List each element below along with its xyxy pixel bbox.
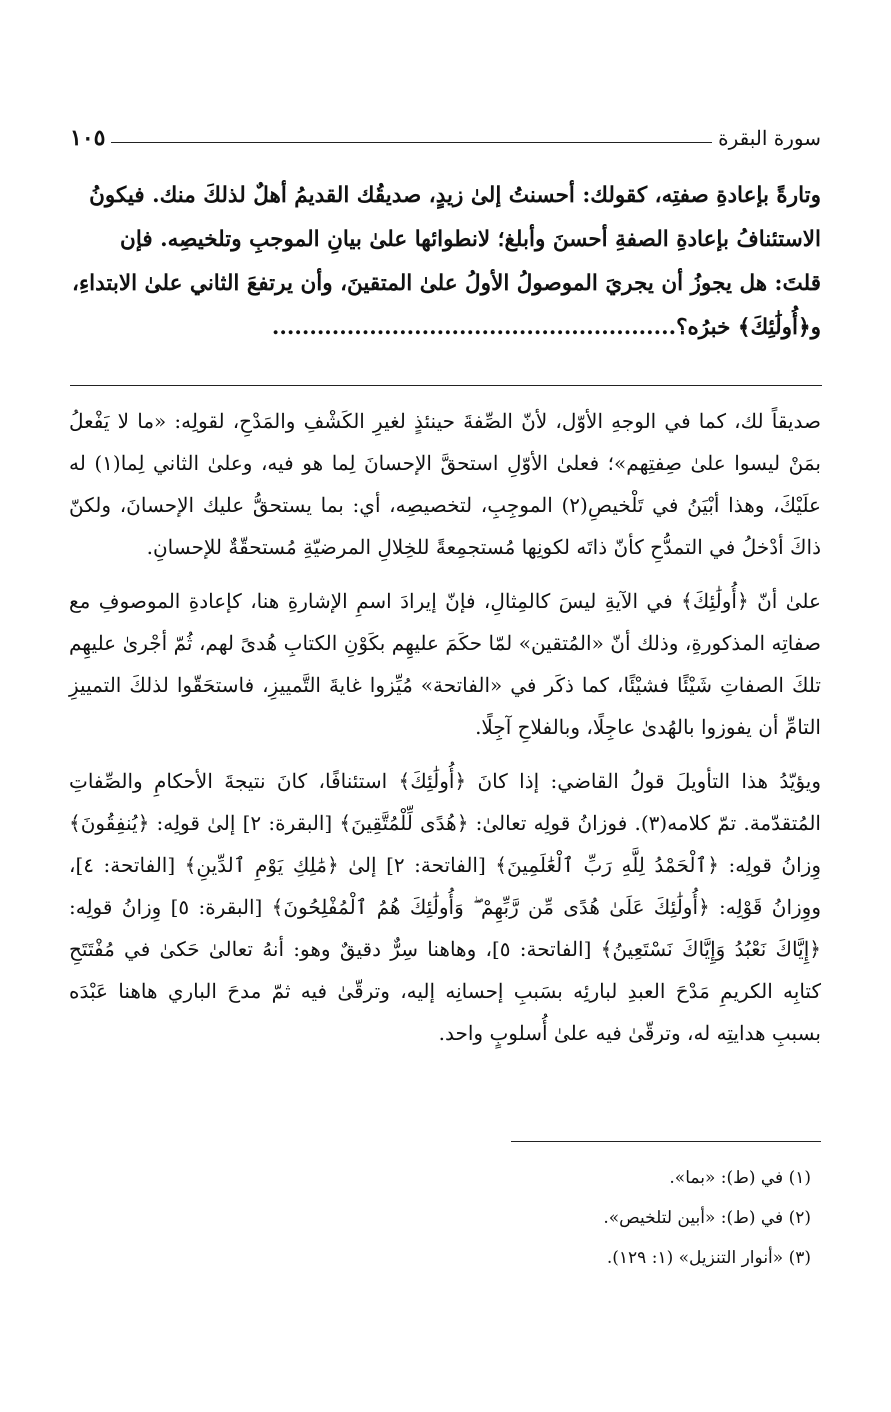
footnote-divider [511,1141,821,1142]
surah-title: سورة البقرة [718,126,821,150]
main-text-divider [70,385,822,386]
main-text-line: قلتَ: هل يجوزُ أن يجريَ الموصولُ الأولُ علىٰ المتقينَ، وأن يرتفعَ الثاني علىٰ الابتداءِ، [72,271,821,296]
footnote-item: (٣) «أنوار التنزيل» (١: ١٢٩). [606,1248,811,1268]
commentary-paragraph: ويؤيّدُ هذا التأويلَ قولُ القاضي: إذا كانَ ﴿أُولَٰئِكَ﴾ استئنافًا، كانَ نتيجةَ الأحكامِ والصِّفاتِ المُتقدّمة. تمّ كلامه(٣). فوزانُ قولِه تعالىٰ: ﴿هُدًى لِّلْمُتَّقِينَ﴾ [البقرة: ٢] إلىٰ قولِه: ﴿يُنفِقُونَ﴾ وِزانُ قولِه: ﴿ٱلْحَمْدُ لِلَّهِ رَبِّ ٱلْعَٰلَمِينَ﴾ [الفاتحة: ٢] إلىٰ ﴿مَٰلِكِ يَوْمِ ٱلدِّينِ﴾ [الفاتحة: ٤]، ووِزانُ قَوْلِه: ﴿أُولَٰئِكَ عَلَىٰ هُدًى مِّن رَّبِّهِمْ ۖ وَأُولَٰئِكَ هُمُ ٱلْمُفْلِحُونَ﴾ [البقرة: ٥] وِزانُ قولِه: ﴿إِيَّاكَ نَعْبُدُ وَإِيَّاكَ نَسْتَعِينُ﴾ [الفاتحة: ٥]، وهاهنا سِرٌّ دقيقٌ وهو: أنهُ تعالىٰ حَكىٰ في مُفْتَتَحِ كتابِه الكريمِ مَدْحَ العبدِ لبارئِه بسَببِ إحسانِه إليه، وترقّىٰ فيه ثمّ مدحَ الباري هاهنا عَبْدَه بسببِ هدايتِه له، وترقّىٰ فيه علىٰ أُسلوبٍ واحد. [69,769,821,1045]
commentary [69,400,821,1066]
commentary-paragraph: علىٰ أنّ ﴿أُولَٰئِكَ﴾ في الآيةِ ليسَ كالمِثالِ، فإنّ إيرادَ اسمِ الإشارةِ هنا، كإعادةِ الموصوفِ مع صفاتِه المذكورةِ، وذلك أنّ «المُتقين» لمّا حكَمَ عليهِم بكَوْنِ الكتابِ هُدىً لهم، ثُمّ أجْرىٰ عليهِم تلكَ الصفاتِ شَيْئًا فشيْئًا، كما ذكَر في «الفاتحة» مُيِّزوا غايةَ التَّمييزِ، فاستحَقّوا لذلكَ التمييزِ التامِّ أن يفوزوا بالهُدىٰ عاجِلًا، وبالفلاحِ آجِلًا. [69,589,821,739]
running-header [70,112,821,152]
footnotes [71,1158,811,1278]
main-text-line: و﴿أُولَٰئِكَ﴾ خبرُه؟...................................................... [271,315,821,340]
page-number: ١٠٥ [70,125,106,151]
footnote-item: (١) في (ط): «بما». [669,1168,811,1188]
footnote-item: (٢) في (ط): «أبين لتلخيص». [603,1208,811,1228]
main-text [69,174,821,350]
main-text-line: وتارةً بإعادةِ صفتِه، كقولك: أحسنتُ إلىٰ زيدٍ، صديقُك القديمُ أهلٌ لذلكَ منك. فيكونُ [89,183,821,208]
main-text-line: الاستئنافُ بإعادةِ الصفةِ أحسنَ وأبلغ؛ لانطوائها علىٰ بيانِ الموجبِ وتلخيصِه. فإن [120,227,821,252]
commentary-paragraph: صديقاً لك، كما في الوجهِ الأوّل، لأنّ الصِّفةَ حينئذٍ لغيرِ الكَشْفِ والمَدْحِ، لقولِه: «ما لا يَفْعلُ بمَنْ ليسوا علىٰ صِفتِهم»؛ فعلىٰ الأوّلِ استحقَّ الإحسانَ لِما هو فيه، وعلىٰ الثاني لِما(١) له علَيْكَ، وهذا أبْيَنُ في تَلْخيصِ(٢) الموجِبِ، لتخصيصِه، أي: بما يستحقُّ عليك الإحسانَ، ولكنّ ذاكَ أدْخلُ في التمدُّحِ كأنّ ذاتَه لكونِها مُستجمِعةً للخِلالِ المرضيّةِ مُستحقّةٌ للإحسانِ. [69,409,821,559]
header-rule [111,142,712,143]
